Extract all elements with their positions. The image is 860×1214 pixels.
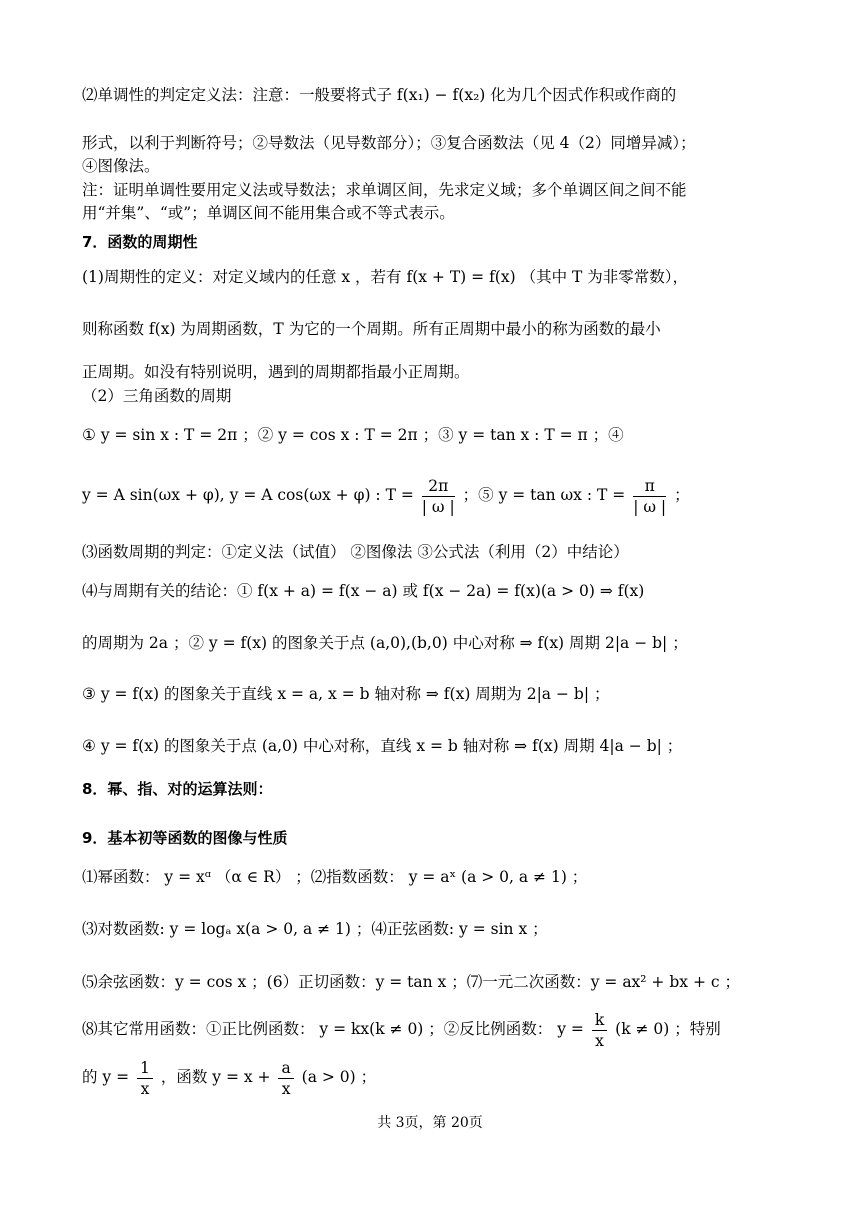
formula-text: 的 y = (82, 1068, 130, 1086)
text-line: （2）三角函数的周期 (82, 387, 232, 405)
text-line: ⑶函数周期的判定：①定义法（试值） ②图像法 ③公式法（利用（2）中结论） (82, 543, 629, 561)
fraction-denominator: x (140, 1079, 150, 1098)
text-line: ① y = sin x : T = 2π ；② y = cos x : T = 2π ；③ y = tan x : T = π ；④ (82, 426, 624, 444)
text-line: 用“并集”、“或”；单调区间不能用集合或不等式表示。 (82, 204, 455, 222)
formula-line (82, 1054, 780, 1100)
formula-text: ⑻其它常用函数：①正比例函数： y = kx(k ≠ 0) ；②反比例函数： y = (82, 1020, 584, 1038)
text-line: ⑷与周期有关的结论：① f(x + a) = f(x − a) 或 f(x − 2a) = f(x)(a > 0) ⇒ f(x) (82, 582, 645, 600)
text-line: 形式，以利于判断符号；②导数法（见导数部分）；③复合函数法（见 4（2）同增异减）； (82, 134, 696, 152)
text-line: 注：证明单调性要用定义法或导数法；求单调区间，先求定义域；多个单调区间之间不能 (82, 181, 687, 199)
text-line: ⑸余弦函数：y = cos x ；(6）正切函数：y = tan x ；⑺一元二次函数：y = ax² + bx + c ； (82, 973, 740, 991)
formula-text: ；⑤ y = tan ωx : T = (462, 486, 626, 504)
text-line: ③ y = f(x) 的图象关于直线 x = a, x = b 轴对称 ⇒ f(x) 周期为 2|a − b| ； (82, 685, 610, 703)
formula-text: (a > 0) ； (301, 1068, 377, 1086)
text-line: ⑵单调性的判定定义法：注意：一般要将式子 f(x₁) − f(x₂) 化为几个因式作积或作商的 (82, 86, 677, 104)
fraction (137, 1058, 153, 1099)
text-line: ⑴幂函数： y = xᵅ （α ∈ R） ；⑵指数函数： y = aˣ (a > 0, a ≠ 1) ； (82, 868, 588, 886)
fraction (592, 1010, 607, 1051)
formula-text: ； (674, 486, 690, 504)
fraction (278, 1058, 293, 1099)
text-line: 正周期。如没有特别说明，遇到的周期都指最小正周期。 (82, 363, 470, 381)
text-line: ⑶对数函数: y = logₐ x(a > 0, a ≠ 1) ；⑷正弦函数: y = sin x ； (82, 920, 548, 938)
fraction (633, 476, 666, 517)
fraction-numerator: 1 (137, 1058, 153, 1079)
fraction-denominator: | ω | (633, 497, 667, 516)
fraction-numerator: a (278, 1058, 293, 1079)
fraction-numerator: k (592, 1010, 607, 1031)
formula-text: y = A sin(ωx + φ), y = A cos(ωx + φ) : T = (82, 486, 414, 504)
formula-line (82, 472, 780, 518)
formula-text: (k ≠ 0) ；特别 (615, 1020, 721, 1038)
text-line: 的周期为 2a ；② y = f(x) 的图象关于点 (a,0),(b,0) 中心对称 ⇒ f(x) 周期 2|a − b| ； (82, 634, 688, 652)
section-heading: 9．基本初等函数的图像与性质 (82, 829, 288, 847)
page-footer: 共 3页，第 20页 (377, 1115, 483, 1131)
text-line: ④图像法。 (82, 157, 160, 175)
text-line: (1)周期性的定义：对定义域内的任意 x ，若有 f(x + T) = f(x) （其中 T 为非零常数）， (82, 268, 689, 286)
fraction-denominator: x (595, 1031, 604, 1050)
section-heading: 8．幂、指、对的运算法则： (82, 780, 273, 798)
fraction (422, 476, 455, 517)
section-heading: 7．函数的周期性 (82, 233, 198, 251)
text-line: ④ y = f(x) 的图象关于点 (a,0) 中心对称，直线 x = b 轴对称 ⇒ f(x) 周期 4|a − b| ； (82, 737, 683, 755)
text-line: 则称函数 f(x) 为周期函数，T 为它的一个周期。所有正周期中最小的称为函数的最小 (82, 320, 661, 338)
fraction-denominator: | ω | (421, 497, 455, 516)
formula-text: ，函数 y = x + (160, 1068, 271, 1086)
fraction-numerator: π (633, 476, 666, 497)
fraction-numerator: 2π (422, 476, 455, 497)
fraction-denominator: x (281, 1079, 291, 1098)
formula-line (82, 1006, 780, 1052)
